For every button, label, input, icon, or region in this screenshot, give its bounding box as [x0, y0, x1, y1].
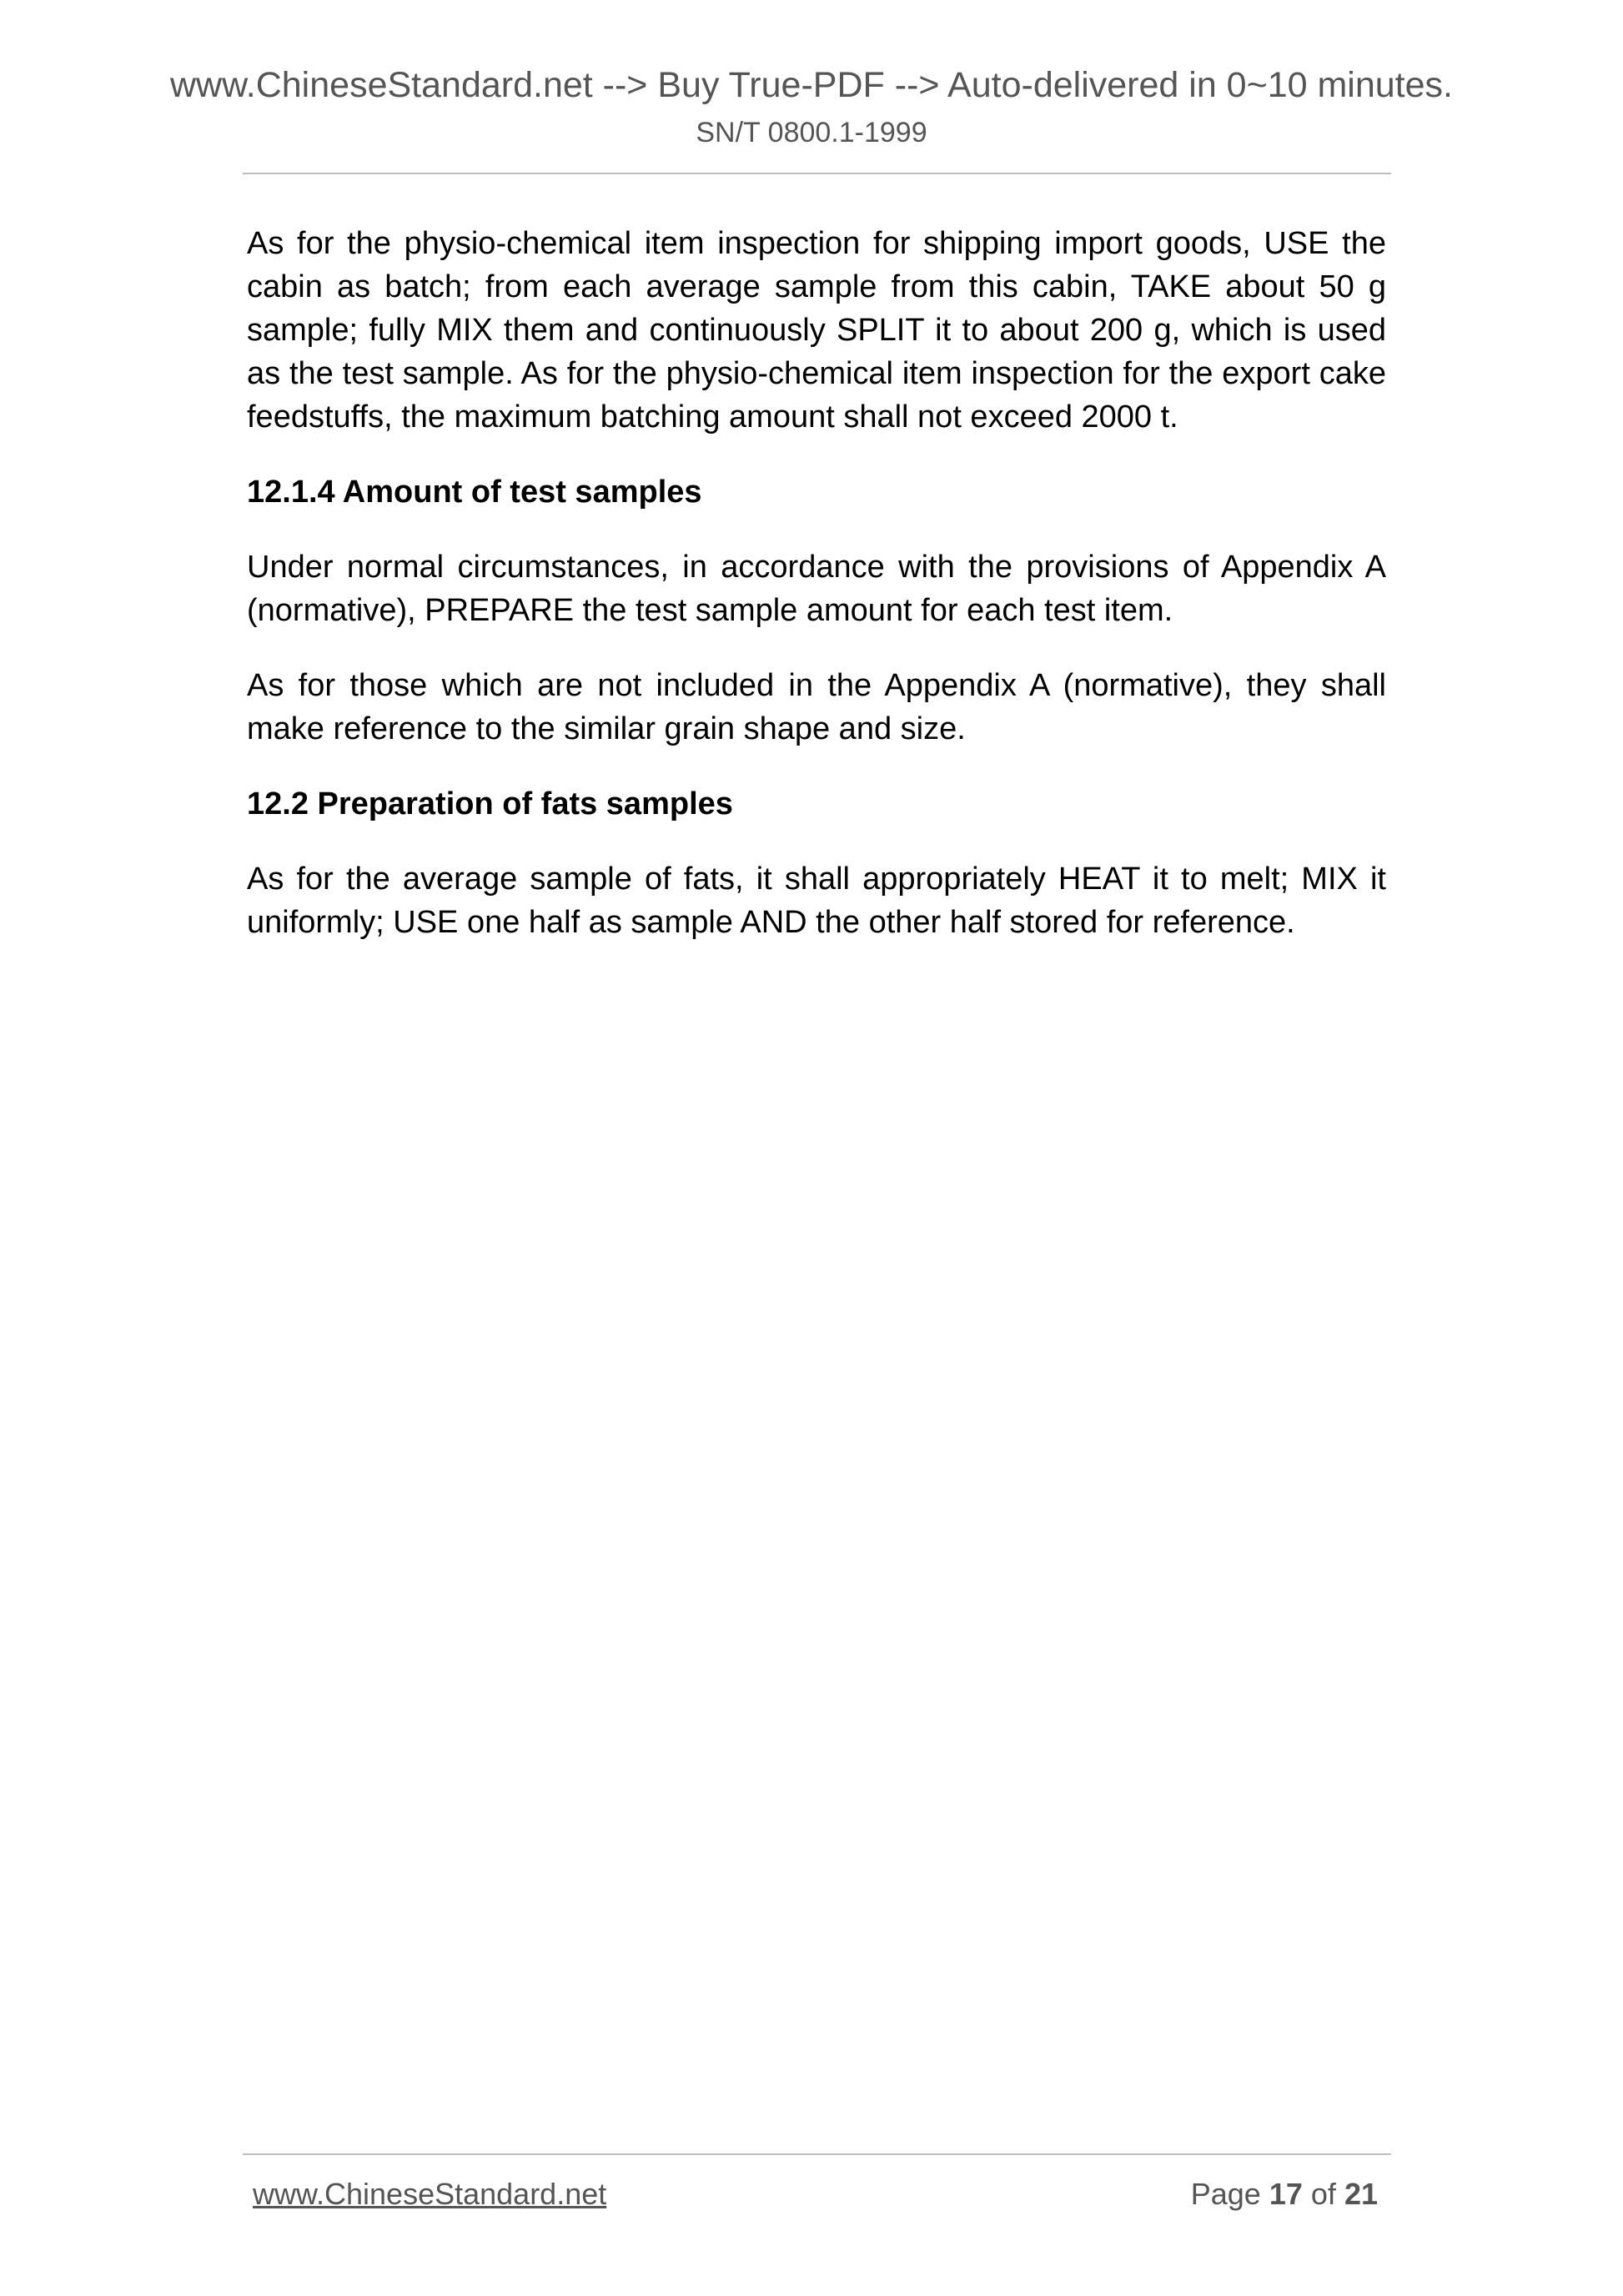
paragraph-normal-circumstances: Under normal circumstances, in accordance with the provisions of Appendix A (normative), PREPARE the test sample amount for each test item. — [247, 550, 1386, 628]
document-body — [247, 222, 1386, 976]
footer-website-link[interactable]: www.ChineseStandard.net — [253, 2177, 607, 2211]
page-number — [1191, 2175, 1378, 2213]
paragraph-batch-sampling: As for the physio-chemical item inspection for shipping import goods, USE the cabin as batch; from each average sample from this cabin, TAKE about 50 g sample; fully MIX them and continuously SPLIT it to about 200 g, which is used as the test sample. As for the physio-chemical item inspection for the export cake feedstuffs, the maximum batching amount shall not exceed 2000 t. — [247, 226, 1386, 435]
paragraph-fats-samples: As for the average sample of fats, it shall appropriately HEAT it to melt; MIX it uniformly; USE one half as sample AND the other half stored for reference. — [247, 862, 1386, 940]
paragraph-not-included: As for those which are not included in the Appendix A (normative), they shall make reference to the similar grain shape and size. — [247, 668, 1386, 746]
header-banner: www.ChineseStandard.net --> Buy True-PDF --> Auto-delivered in 0~10 minutes. — [169, 65, 1453, 105]
section-heading-12-2: 12.2 Preparation of fats samples — [247, 786, 733, 821]
section-heading-12-1-4: 12.1.4 Amount of test samples — [247, 475, 702, 510]
page-of: of — [1310, 2177, 1336, 2211]
header-divider — [243, 173, 1391, 174]
standard-code: SN/T 0800.1-1999 — [696, 117, 927, 148]
footer-divider — [243, 2153, 1391, 2155]
page-prefix: Page — [1190, 2177, 1261, 2211]
page-current: 17 — [1269, 2177, 1303, 2211]
page-total: 21 — [1344, 2177, 1378, 2211]
